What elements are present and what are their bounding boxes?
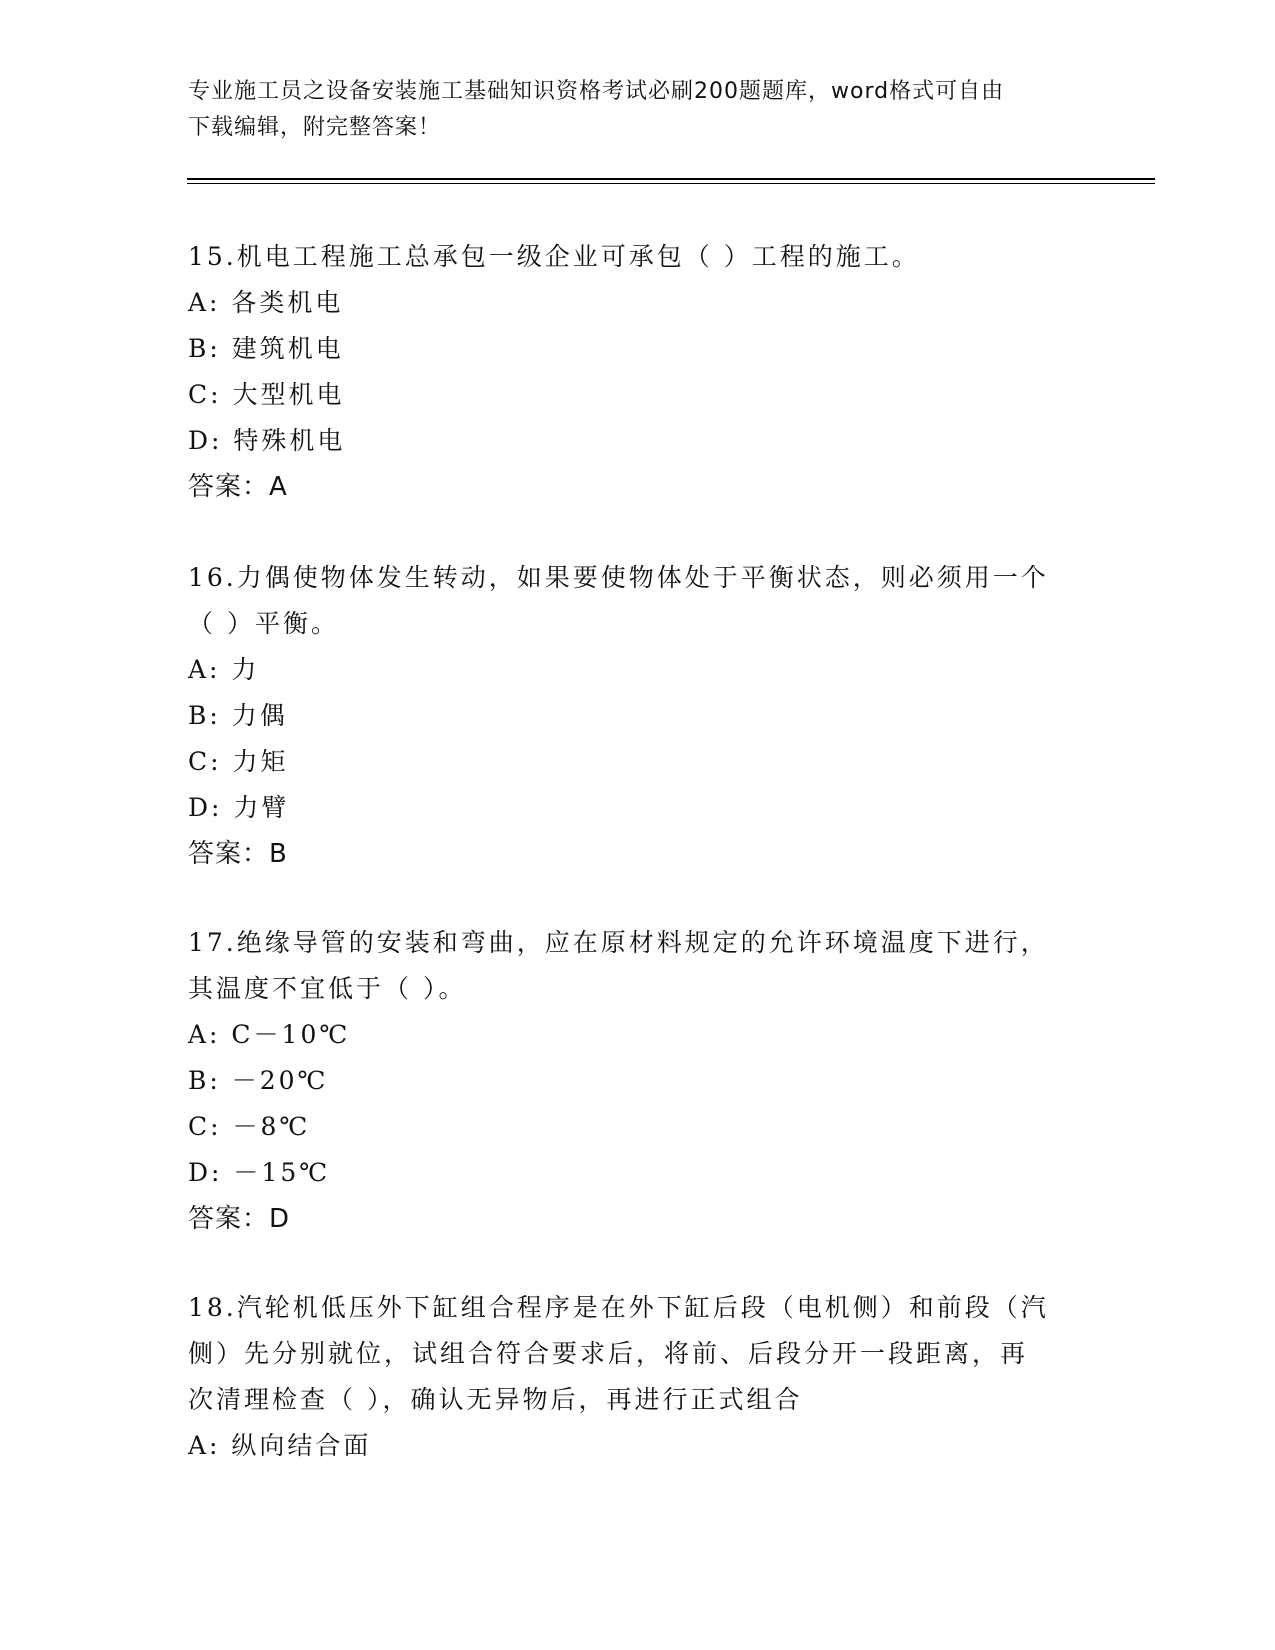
option-d: D: 力臂 (188, 793, 290, 822)
header-divider-thick (187, 178, 1155, 180)
option-a: A: 力 (188, 655, 260, 684)
header-line-1: 专业施工员之设备安装施工基础知识资格考试必刷200题题库，word格式可自由 (188, 79, 1005, 104)
option-c: C: 力矩 (188, 747, 289, 776)
answer: 答案：A (188, 472, 288, 502)
answer: 答案：B (188, 839, 288, 869)
option-a: A: 纵向结合面 (188, 1431, 372, 1460)
question-16 (188, 555, 1068, 877)
question-stem-line-2: 其温度不宜低于（ ）。 (188, 974, 467, 1003)
header-divider-thin (187, 183, 1155, 184)
option-a: A: 各类机电 (188, 288, 344, 317)
answer: 答案：D (188, 1204, 291, 1234)
option-d: D: －15℃ (188, 1158, 331, 1187)
question-stem-line-1: 17.绝缘导管的安装和弯曲，应在原材料规定的允许环境温度下进行， (188, 928, 1049, 957)
option-b: B: 建筑机电 (188, 334, 344, 363)
question-stem-line-2: 侧）先分别就位，试组合符合要求后，将前、后段分开一段距离，再 (188, 1339, 1029, 1368)
header-line-2: 下载编辑，附完整答案！ (188, 115, 442, 140)
option-a: A: C－10℃ (188, 1020, 351, 1049)
question-17 (188, 920, 1068, 1242)
question-stem-line-3: 次清理检查（ ），确认无异物后，再进行正式组合 (188, 1385, 803, 1414)
question-15 (188, 234, 1068, 510)
option-b: B: 力偶 (188, 701, 288, 730)
question-stem-line-1: 18.汽轮机低压外下缸组合程序是在外下缸后段（电机侧）和前段（汽 (188, 1293, 1049, 1322)
question-stem-line-1: 16.力偶使物体发生转动，如果要使物体处于平衡状态，则必须用一个 (188, 563, 1049, 592)
option-b: B: －20℃ (188, 1066, 329, 1095)
option-c: C: －8℃ (188, 1112, 311, 1141)
option-c: C: 大型机电 (188, 380, 345, 409)
question-stem: 15.机电工程施工总承包一级企业可承包（ ）工程的施工。 (188, 242, 920, 271)
question-18 (188, 1285, 1068, 1469)
question-stem-line-2: （ ）平衡。 (188, 609, 339, 638)
document-header (188, 74, 1068, 146)
option-d: D: 特殊机电 (188, 426, 346, 455)
